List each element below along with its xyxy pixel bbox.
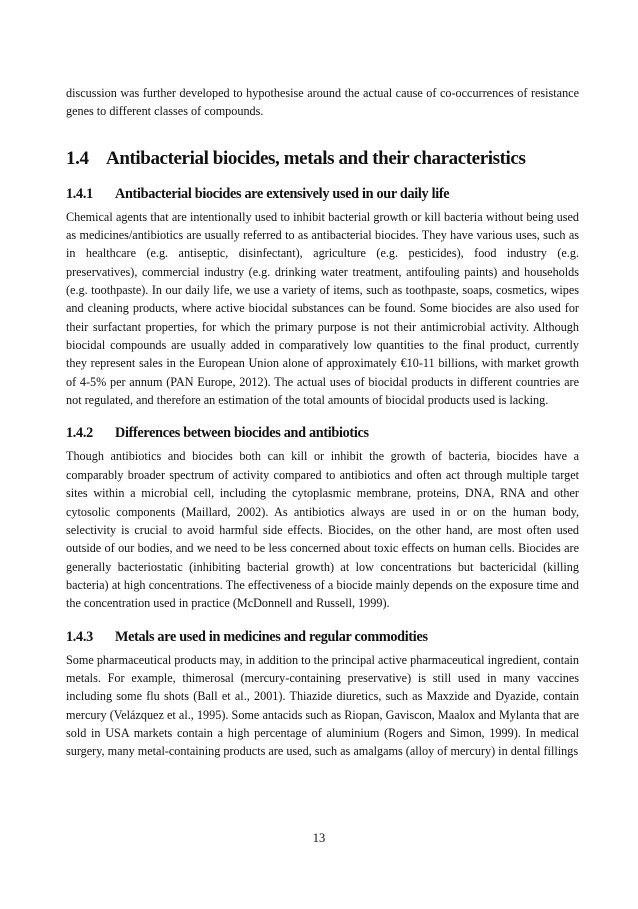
subsection-number: 1.4.3 — [66, 628, 93, 645]
section-heading — [66, 147, 579, 170]
subsection-title: Differences between biocides and antibiotics — [115, 425, 369, 442]
page-number: 13 — [312, 831, 326, 845]
page-content — [66, 84, 579, 775]
subsection-number: 1.4.2 — [66, 425, 93, 442]
subsection-heading — [66, 184, 579, 204]
subsection-heading — [66, 423, 579, 443]
section-title: Antibacterial biocides, metals and their characteristics — [106, 147, 526, 169]
subsection-body: Though antibiotics and biocides both can kill or inhibit the growth of bacteria, biocides have a comparably broader spectrum of activity compared to antibiotics and often act through multiple target sites within a microbial cell, including the cytoplasmic membrane, proteins, DNA, RNA and other cytosolic components (Maillard, 2002). As antibiotics always are used in or on the human body, selectivity is crucial to avoid harmful side effects. Biocides, on the other hand, are most often used outside of our bodies, and we need to be less concerned about toxic effects on human cells. Biocides are generally bacteriostatic (inhibiting bacterial growth) at low concentrations but bactericidal (killing bacteria) at high concentrations. The effectiveness of a biocide mainly depends on the exposure time and the concentration used in practice (McDonnell and Russell, 1999). — [66, 449, 579, 611]
subsection-body: Chemical agents that are intentionally used to inhibit bacterial growth or kill bacteria without being used as medicines/antibiotics are usually referred to as antibacterial biocides. They have various uses, such as in healthcare (e.g. antiseptic, disinfectant), agriculture (e.g. pesticides), food industry (e.g. preservatives), commercial industry (e.g. drinking water treatment, antifouling paints) and households (e.g. toothpaste). In our daily life, we use a variety of items, such as toothpaste, soaps, cosmetics, wipes and cleaning products, where active biocidal substances can be found. Some biocides are also used for their surfactant properties, for which the primary purpose is not their antimicrobial activity. Although biocidal compounds are usually added in comparatively low quantities to the final product, currently they represent sales in the European Union alone of approximately €10-11 billions, with market growth of 4-5% per annum (PAN Europe, 2012). The actual uses of biocidal products in different countries are not regulated, and therefore an estimation of the total amounts of biocidal products used is lacking. — [66, 209, 579, 408]
intro-paragraph: discussion was further developed to hypothesise around the actual cause of co-occurrences of resistance genes to different classes of compounds. — [66, 86, 579, 119]
subsection-title: Antibacterial biocides are extensively used in our daily life — [115, 185, 450, 202]
subsection-number: 1.4.1 — [66, 185, 93, 202]
subsection-body: Some pharmaceutical products may, in addition to the principal active pharmaceutical ingredient, contain metals. For example, thimerosal (mercury-containing preservative) is still used in many vaccines including some flu shots (Ball et al., 2001). Thiazide diuretics, such as Maxzide and Dyazide, contain mercury (Velázquez et al., 1995). Some antacids such as Riopan, Gaviscon, Maalox and Mylanta that are sold in USA markets contain a high percentage of aluminium (Rogers and Simon, 1999). In medical surgery, many metal-containing products are used, such as amalgams (alloy of mercury) in dental fillings — [66, 652, 579, 759]
subsection-title: Metals are used in medicines and regular commodities — [115, 628, 428, 645]
section-number: 1.4 — [66, 147, 89, 169]
subsection-1-4-2 — [66, 423, 579, 612]
subsection-1-4-1 — [66, 184, 579, 410]
subsection-heading — [66, 627, 579, 647]
subsection-1-4-3 — [66, 627, 579, 761]
